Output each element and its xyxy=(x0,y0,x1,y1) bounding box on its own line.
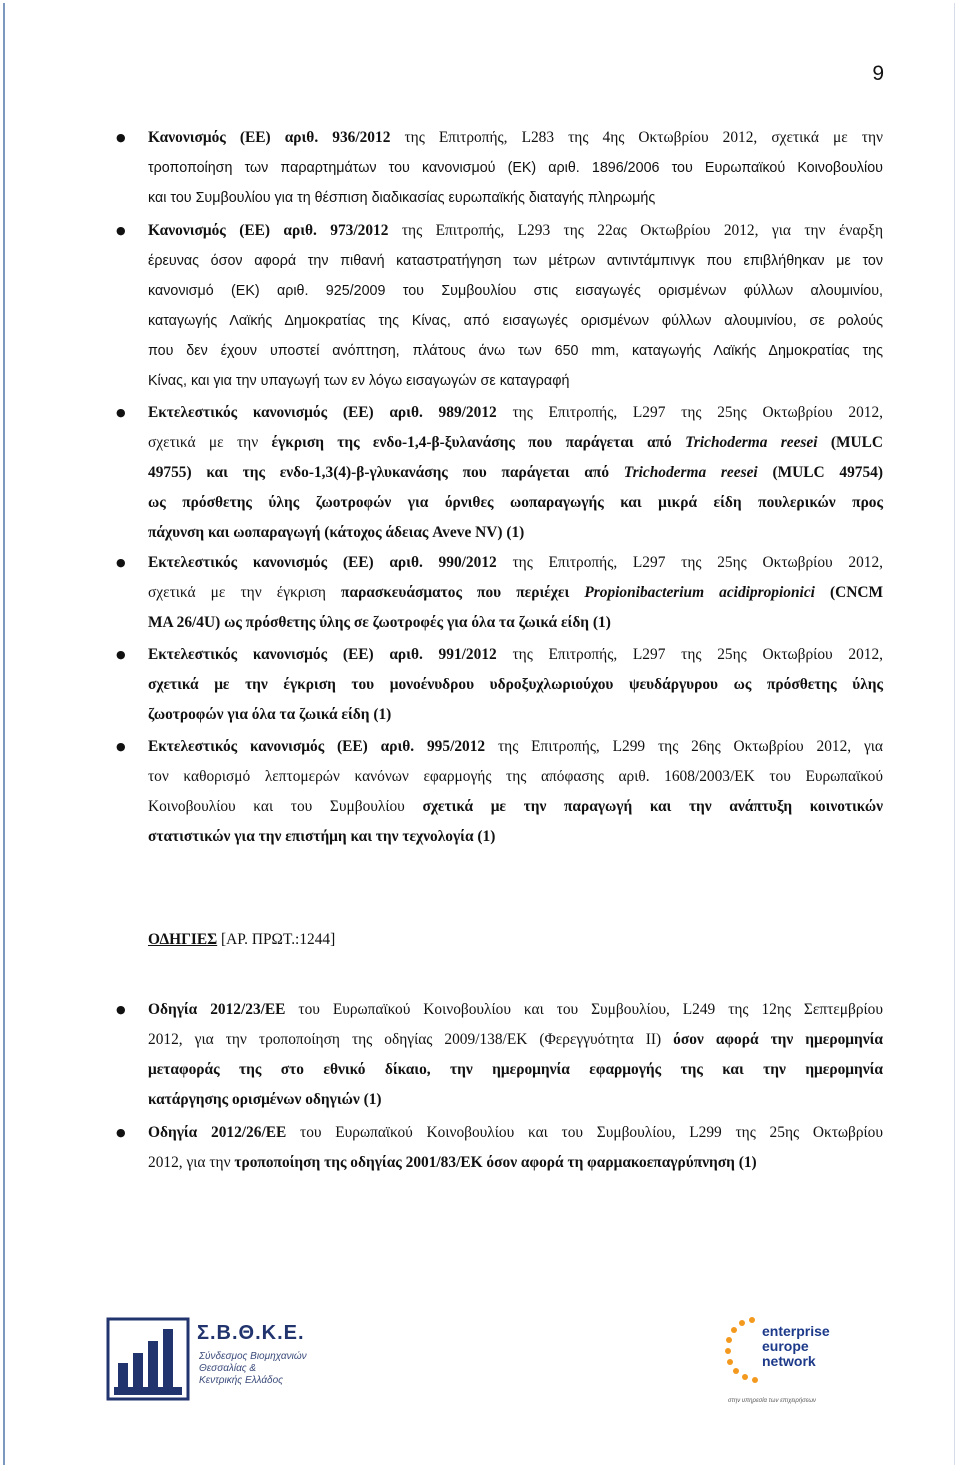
text-line xyxy=(148,518,883,548)
sbthke-logo xyxy=(106,1317,311,1401)
logo-title: Σ.Β.Θ.Κ.Ε. xyxy=(197,1322,305,1344)
text-segment: Trichoderma reesei xyxy=(685,434,818,451)
text-segment: (MULC xyxy=(817,434,883,451)
text-line xyxy=(148,276,883,306)
factory-logo-icon xyxy=(106,1317,190,1401)
text-segment: (MULC 49754) xyxy=(757,464,883,481)
text-segment: μεταφοράς της στο εθνικό δίκαιο, την ημερομηνία εφαρμογής της και την ημερομηνία xyxy=(148,1061,883,1078)
text-segment: (CNCM xyxy=(814,584,884,601)
text-segment: της Επιτροπής, L293 της 22ας Οκτωβρίου 2012, για την έναρξη xyxy=(388,222,884,239)
text-line xyxy=(148,398,883,428)
text-segment: σχετικά με την xyxy=(148,434,272,451)
text-segment: της Επιτροπής, L299 της 26ης Οκτωβρίου 2012, για xyxy=(485,738,883,755)
text-segment: όσον αφορά την ημερομηνία xyxy=(673,1031,883,1048)
bullet-icon: ● xyxy=(116,131,126,144)
bullet-icon: ● xyxy=(116,1003,126,1016)
text-line xyxy=(148,822,883,852)
text-line xyxy=(148,153,883,183)
text-segment: Propionibacterium acidipropionici xyxy=(584,584,815,601)
text-segment: τροποποίηση των παραρτημάτων του κανονισμού (ΕΚ) αριθ. 1896/2006 του Ευρωπαϊκού Κοινοβουλίου xyxy=(148,160,883,176)
text-segment: παρασκευάσματος που περιέχει xyxy=(341,584,585,601)
logo-subtitle-line: Θεσσαλίας & xyxy=(199,1363,257,1374)
text-segment: τροποποίηση της οδηγίας 2001/83/ΕΚ όσον αφορά τη φαρμακοεπαγρύπνηση (1) xyxy=(234,1154,757,1171)
text-segment: του Ευρωπαϊκού Κοινοβουλίου και του Συμβουλίου, L299 της 25ης Οκτωβρίου xyxy=(286,1124,883,1141)
text-segment: της Επιτροπής, L297 της 25ης Οκτωβρίου 2012, xyxy=(496,646,883,663)
bullet-icon: ● xyxy=(116,556,126,569)
text-line xyxy=(148,458,883,488)
text-segment: ως πρόσθετης ύλης ζωοτροφών για όρνιθες ωοπαραγωγής και μικρά είδη πουλερικών προς xyxy=(148,494,883,511)
text-segment: τον καθορισμό λεπτομερών κανόνων εφαρμογής της απόφασης αριθ. 1608/2003/ΕΚ του Ευρωπαϊκού xyxy=(148,768,883,785)
text-line xyxy=(148,640,883,670)
text-line xyxy=(148,578,883,608)
text-line xyxy=(148,670,883,700)
section-heading-title: ΟΔΗΓΙΕΣ xyxy=(148,931,218,948)
text-line xyxy=(148,1118,883,1148)
star-circle-icon xyxy=(724,1314,764,1386)
text-segment: της Επιτροπής, L283 της 4ης Οκτωβρίου 2012, σχετικά με την xyxy=(390,129,883,146)
text-segment: καταγωγής Λαϊκής Δημοκρατίας της Κίνας, από εισαγωγές ορισμένων φύλλων αλουμινίου, σε ρολούς xyxy=(148,313,883,329)
een-word: europe xyxy=(762,1338,809,1354)
text-segment: κατάργησης ορισμένων οδηγιών (1) xyxy=(148,1091,382,1108)
text-line xyxy=(148,792,883,822)
text-segment: Trichoderma reesei xyxy=(623,464,758,481)
text-segment: Οδηγία 2012/26/ΕΕ xyxy=(148,1124,287,1141)
bullet-icon: ● xyxy=(116,740,126,753)
text-segment: έρευνας όσον αφορά την πιθανή καταστρατήγηση των μέτρων αντιντάμπινγκ που επιβλήθηκαν με τον xyxy=(148,253,883,269)
text-line xyxy=(148,428,883,458)
regulation-item xyxy=(116,640,883,730)
regulation-item xyxy=(116,216,884,396)
text-line xyxy=(148,183,883,213)
text-segment: κανονισμό (ΕΚ) αριθ. 925/2009 του Συμβουλίου στις εισαγωγές ορισμένων φύλλων αλουμινίου, xyxy=(148,283,883,299)
text-line xyxy=(148,366,883,396)
text-line xyxy=(148,246,883,276)
text-line xyxy=(148,1025,883,1055)
text-segment: 2012, για την τροποποίηση της οδηγίας 2009/138/ΕΚ (Φερεγγυότητα ΙΙ) xyxy=(148,1031,674,1048)
page-number: 9 xyxy=(872,62,884,85)
logo-subtitle-line: Κεντρικής Ελλάδος xyxy=(199,1375,284,1386)
regulation-item xyxy=(116,123,883,213)
text-line xyxy=(148,1148,883,1178)
bullet-icon: ● xyxy=(116,1126,126,1139)
regulation-item xyxy=(116,398,883,548)
text-segment: Κανονισμός (ΕΕ) αριθ. 936/2012 xyxy=(148,129,391,146)
een-wordmark xyxy=(762,1324,830,1369)
directive-item xyxy=(116,1118,883,1178)
text-segment: και του Συμβουλίου για τη θέσπιση διαδικασίας ευρωπαϊκής διαταγής πληρωμής xyxy=(148,190,656,206)
text-line xyxy=(148,548,883,578)
text-line xyxy=(148,488,883,518)
text-segment: Εκτελεστικός κανονισμός (ΕΕ) αριθ. 991/2012 xyxy=(148,646,497,663)
regulation-item xyxy=(116,732,884,852)
text-line xyxy=(148,762,883,792)
text-line xyxy=(148,732,883,762)
text-segment: Οδηγία 2012/23/ΕΕ xyxy=(148,1001,286,1018)
text-segment: Κανονισμός (ΕΕ) αριθ. 973/2012 xyxy=(148,222,389,239)
een-word: enterprise xyxy=(762,1323,830,1339)
text-line xyxy=(148,336,883,366)
text-segment: Εκτελεστικός κανονισμός (ΕΕ) αριθ. 995/2012 xyxy=(148,738,486,755)
enterprise-europe-network-logo xyxy=(724,1312,834,1412)
text-segment: Κίνας, και για την υπαγωγή των εν λόγω εισαγωγών σε καταγραφή xyxy=(148,373,570,389)
section-heading xyxy=(148,931,335,949)
text-segment: Κοινοβουλίου και του Συμβουλίου xyxy=(148,798,423,815)
directive-item xyxy=(116,995,883,1115)
logo-subtitle xyxy=(199,1351,307,1387)
een-word: network xyxy=(762,1353,816,1369)
text-line xyxy=(148,1055,883,1085)
text-segment: ζωοτροφών για όλα τα ζωικά είδη (1) xyxy=(148,706,392,723)
text-segment: της Επιτροπής, L297 της 25ης Οκτωβρίου 2012, xyxy=(496,404,883,421)
text-segment: του Ευρωπαϊκού Κοινοβουλίου και του Συμβουλίου, L249 της 12ης Σεπτεμβρίου xyxy=(285,1001,883,1018)
text-segment: σχετικά με την έγκριση του μονοένυδρου υδροξυχλωριούχου ψευδάργυρου ως πρόσθετης ύλης xyxy=(148,676,883,693)
text-segment: 49755) και της ενδο-1,3(4)-β-γλυκανάσης που παράγεται από xyxy=(148,464,624,481)
text-segment: MA 26/4U) ως πρόσθετης ύλης σε ζωοτροφές για όλα τα ζωικά είδη (1) xyxy=(148,614,611,631)
text-segment: έγκριση της ενδο-1,4-β-ξυλανάσης που παράγεται από xyxy=(271,434,686,451)
logo-subtitle-line: Σύνδεσμος Βιομηχανιών xyxy=(199,1351,307,1362)
bullet-icon: ● xyxy=(116,648,126,661)
text-segment: 2012, για την xyxy=(148,1154,235,1171)
text-line xyxy=(148,995,883,1025)
text-segment: σχετικά με την έγκριση xyxy=(148,584,342,601)
text-segment: που δεν έχουν υποστεί ανόπτηση, πλάτους άνω των 650 mm, καταγωγής Λαϊκής Δημοκρατίας της xyxy=(148,343,883,359)
bullet-icon: ● xyxy=(116,224,126,237)
text-segment: Εκτελεστικός κανονισμός (ΕΕ) αριθ. 990/2012 xyxy=(148,554,497,571)
text-segment: σχετικά με την παραγωγή και την ανάπτυξη κοινοτικών xyxy=(422,798,884,815)
regulation-item xyxy=(116,548,884,638)
text-line xyxy=(148,306,883,336)
bullet-icon: ● xyxy=(116,406,126,419)
text-line xyxy=(148,1085,883,1115)
text-line xyxy=(148,216,883,246)
section-heading-reference: [ΑΡ. ΠΡΩΤ.:1244] xyxy=(217,931,336,948)
text-line xyxy=(148,700,883,730)
text-line xyxy=(148,123,883,153)
text-segment: στατιστικών για την επιστήμη και την τεχνολογία (1) xyxy=(148,828,496,845)
text-segment: της Επιτροπής, L297 της 25ης Οκτωβρίου 2012, xyxy=(496,554,883,571)
text-segment: πάχυνση και ωοπαραγωγή (κάτοχος άδειας Aveve NV) (1) xyxy=(148,524,525,541)
een-tagline: στην υπηρεσία των επιχειρήσεων xyxy=(728,1398,817,1404)
text-line xyxy=(148,608,883,638)
text-segment: Εκτελεστικός κανονισμός (ΕΕ) αριθ. 989/2012 xyxy=(148,404,497,421)
